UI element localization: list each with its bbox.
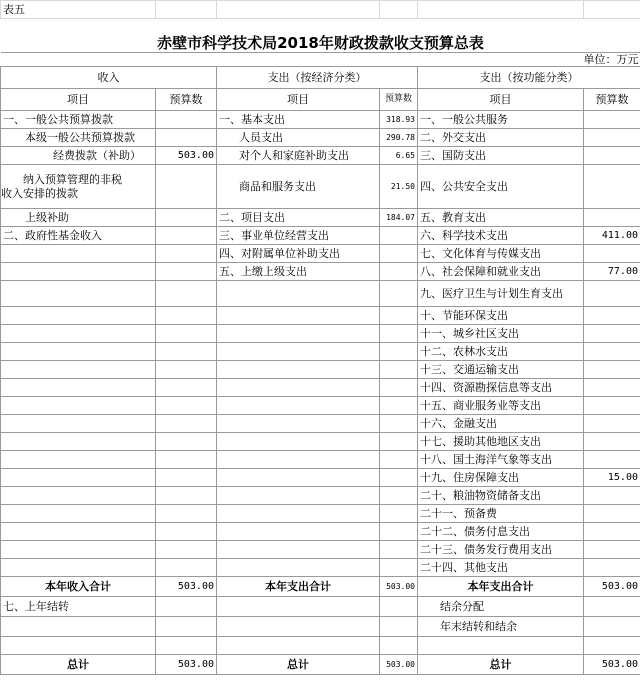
income-item: [1, 487, 156, 505]
econ-value: [380, 559, 418, 577]
empty-cell: [380, 637, 418, 655]
income-item: [1, 361, 156, 379]
table-row: [1, 469, 640, 487]
func-item: 十五、商业服务业等支出: [418, 397, 584, 415]
econ-item: 商品和服务支出: [217, 165, 380, 209]
func-value: [584, 397, 640, 415]
func-value: [584, 209, 640, 227]
func-item: 二十一、预备费: [418, 505, 584, 523]
income-value: [156, 415, 217, 433]
econ-value: [380, 307, 418, 325]
table-row: [1, 361, 640, 379]
grand-income-value: 503.00: [156, 655, 217, 675]
econ-value: [380, 617, 418, 637]
income-value: [156, 263, 217, 281]
table-row: [1, 617, 640, 637]
func-value: [584, 433, 640, 451]
table-row: [1, 111, 640, 129]
income-header: 收入: [1, 67, 217, 89]
income-item: [1, 451, 156, 469]
econ-item: [217, 559, 380, 577]
table-row: [1, 307, 640, 325]
income-value: [156, 617, 217, 637]
table-row: [1, 209, 640, 227]
income-value: [156, 129, 217, 147]
income-item: 一、一般公共预算拨款: [1, 111, 156, 129]
grand-econ-label: 总计: [217, 655, 380, 675]
table-row: [1, 129, 640, 147]
col-budget-econ: 预算数: [380, 89, 418, 111]
income-item: [1, 415, 156, 433]
func-value: 15.00: [584, 469, 640, 487]
econ-item: [217, 487, 380, 505]
income-item: [1, 245, 156, 263]
year-income-total-value: 503.00: [156, 577, 217, 597]
income-item: [1, 307, 156, 325]
income-item: [1, 541, 156, 559]
page-title: 赤壁市科学技术局2018年财政拨款收支预算总表: [1, 19, 640, 53]
func-value: [584, 307, 640, 325]
year-func-total-value: 503.00: [584, 577, 640, 597]
grand-total-row: [1, 655, 640, 675]
func-value: [584, 343, 640, 361]
income-item: [1, 469, 156, 487]
empty-cell: [217, 637, 380, 655]
table-row: [1, 505, 640, 523]
func-value: [584, 487, 640, 505]
econ-value: 318.93: [380, 111, 418, 129]
income-item: [1, 263, 156, 281]
econ-item: [217, 505, 380, 523]
table-row: [1, 451, 640, 469]
table-row: [1, 281, 640, 307]
income-item: [1, 523, 156, 541]
func-value: [584, 415, 640, 433]
econ-item: 一、基本支出: [217, 111, 380, 129]
table-row: [1, 541, 640, 559]
func-item: 结余分配: [418, 597, 584, 617]
func-value: [584, 111, 640, 129]
econ-value: [380, 281, 418, 307]
income-item: 纳入预算管理的非税 收入安排的拨款: [1, 165, 156, 209]
income-value: [156, 597, 217, 617]
econ-value: [380, 505, 418, 523]
func-item: 十六、金融支出: [418, 415, 584, 433]
func-item: 十八、国土海洋气象等支出: [418, 451, 584, 469]
func-item: 四、公共安全支出: [418, 165, 584, 209]
econ-value: [380, 263, 418, 281]
income-value: [156, 451, 217, 469]
econ-item: [217, 451, 380, 469]
func-value: [584, 597, 640, 617]
func-item: 十三、交通运输支出: [418, 361, 584, 379]
table-row: [1, 343, 640, 361]
func-item: 十、节能环保支出: [418, 307, 584, 325]
func-value: [584, 129, 640, 147]
econ-item: 二、项目支出: [217, 209, 380, 227]
table-row: [1, 165, 640, 209]
income-value: [156, 361, 217, 379]
econ-value: 6.65: [380, 147, 418, 165]
table-row: [1, 433, 640, 451]
table-row: [1, 397, 640, 415]
econ-item: 人员支出: [217, 129, 380, 147]
econ-value: 21.50: [380, 165, 418, 209]
income-item: [1, 343, 156, 361]
income-item: 经费拨款（补助）: [1, 147, 156, 165]
income-item: [1, 433, 156, 451]
table-row: [1, 227, 640, 245]
income-value: [156, 379, 217, 397]
econ-item: [217, 597, 380, 617]
econ-item: [217, 617, 380, 637]
econ-value: [380, 541, 418, 559]
func-item: 年末结转和结余: [418, 617, 584, 637]
income-value: [156, 559, 217, 577]
econ-item: [217, 541, 380, 559]
econ-value: [380, 325, 418, 343]
income-value: [156, 397, 217, 415]
income-item: 上级补助: [1, 209, 156, 227]
income-value: [156, 281, 217, 307]
table-row: [1, 415, 640, 433]
income-value: [156, 307, 217, 325]
func-item: 十四、资源勘探信息等支出: [418, 379, 584, 397]
func-value: 411.00: [584, 227, 640, 245]
func-value: [584, 165, 640, 209]
income-item: [1, 281, 156, 307]
func-item: 十九、住房保障支出: [418, 469, 584, 487]
econ-item: [217, 397, 380, 415]
econ-value: [380, 487, 418, 505]
col-item-func: 项目: [418, 89, 584, 111]
econ-value: [380, 361, 418, 379]
econ-value: [380, 523, 418, 541]
income-item: [1, 325, 156, 343]
table-row: [1, 245, 640, 263]
table-row: [1, 263, 640, 281]
col-budget-income: 预算数: [156, 89, 217, 111]
income-value: [156, 111, 217, 129]
econ-item: 四、对附属单位补助支出: [217, 245, 380, 263]
income-value: [156, 325, 217, 343]
income-value: [156, 505, 217, 523]
econ-item: [217, 523, 380, 541]
year-income-total-label: 本年收入合计: [1, 577, 156, 597]
table-row: [1, 637, 640, 655]
func-item: 五、教育支出: [418, 209, 584, 227]
empty-cell: [418, 637, 584, 655]
func-value: [584, 523, 640, 541]
econ-value: [380, 415, 418, 433]
table-row: [1, 379, 640, 397]
econ-value: [380, 469, 418, 487]
income-value: [156, 433, 217, 451]
grand-func-value: 503.00: [584, 655, 640, 675]
unit-label: 单位：万元: [1, 53, 640, 67]
func-item: 八、社会保障和就业支出: [418, 263, 584, 281]
func-value: [584, 147, 640, 165]
econ-item: [217, 379, 380, 397]
table-row: [1, 523, 640, 541]
econ-item: [217, 469, 380, 487]
func-value: [584, 379, 640, 397]
income-item: [1, 379, 156, 397]
table-row: [1, 325, 640, 343]
func-value: 77.00: [584, 263, 640, 281]
income-value: [156, 245, 217, 263]
table-row: [1, 597, 640, 617]
year-econ-total-label: 本年支出合计: [217, 577, 380, 597]
func-value: [584, 559, 640, 577]
table-row: [1, 147, 640, 165]
empty-cell: [156, 637, 217, 655]
func-item: 二十四、其他支出: [418, 559, 584, 577]
func-item: 十七、援助其他地区支出: [418, 433, 584, 451]
year-func-total-label: 本年支出合计: [418, 577, 584, 597]
func-item: 二十、粮油物资储备支出: [418, 487, 584, 505]
income-value: [156, 487, 217, 505]
func-item: 十一、城乡社区支出: [418, 325, 584, 343]
econ-value: [380, 451, 418, 469]
table-row: [1, 559, 640, 577]
income-value: 503.00: [156, 147, 217, 165]
func-item: 七、文化体育与传媒支出: [418, 245, 584, 263]
sheet-label: 表五: [1, 1, 156, 19]
econ-value: [380, 379, 418, 397]
income-value: [156, 165, 217, 209]
econ-value: [380, 597, 418, 617]
col-budget-func: 预算数: [584, 89, 640, 111]
econ-item: 五、上缴上级支出: [217, 263, 380, 281]
econ-value: [380, 433, 418, 451]
func-item: 六、科学技术支出: [418, 227, 584, 245]
func-item: 三、国防支出: [418, 147, 584, 165]
func-value: [584, 325, 640, 343]
income-value: [156, 343, 217, 361]
func-value: [584, 541, 640, 559]
income-item: 七、上年结转: [1, 597, 156, 617]
econ-value: 290.78: [380, 129, 418, 147]
func-item: 二十三、债务发行费用支出: [418, 541, 584, 559]
func-value: [584, 361, 640, 379]
income-item: [1, 617, 156, 637]
income-item: [1, 397, 156, 415]
expense-func-header: 支出（按功能分类）: [418, 67, 640, 89]
col-item-econ: 项目: [217, 89, 380, 111]
func-value: [584, 281, 640, 307]
income-item: 二、政府性基金收入: [1, 227, 156, 245]
grand-econ-value: 503.00: [380, 655, 418, 675]
econ-item: [217, 361, 380, 379]
income-item: 本级一般公共预算拨款: [1, 129, 156, 147]
expense-econ-header: 支出（按经济分类）: [217, 67, 418, 89]
econ-item: [217, 343, 380, 361]
econ-item: [217, 433, 380, 451]
econ-item: 对个人和家庭补助支出: [217, 147, 380, 165]
income-value: [156, 469, 217, 487]
func-item: 二、外交支出: [418, 129, 584, 147]
income-item: [1, 505, 156, 523]
empty-cell: [1, 637, 156, 655]
econ-value: [380, 227, 418, 245]
econ-value: [380, 397, 418, 415]
econ-item: [217, 325, 380, 343]
func-item: 九、医疗卫生与计划生育支出: [418, 281, 584, 307]
func-item: 二十二、债务付息支出: [418, 523, 584, 541]
econ-item: [217, 415, 380, 433]
empty-cell: [584, 637, 640, 655]
func-value: [584, 505, 640, 523]
func-value: [584, 245, 640, 263]
econ-item: [217, 307, 380, 325]
year-total-row: [1, 577, 640, 597]
func-value: [584, 617, 640, 637]
econ-item: 三、事业单位经营支出: [217, 227, 380, 245]
func-value: [584, 451, 640, 469]
grand-income-label: 总计: [1, 655, 156, 675]
econ-item: [217, 281, 380, 307]
year-econ-total-value: 503.00: [380, 577, 418, 597]
income-value: [156, 523, 217, 541]
col-item-income: 项目: [1, 89, 156, 111]
income-value: [156, 227, 217, 245]
func-item: 一、一般公共服务: [418, 111, 584, 129]
econ-value: [380, 343, 418, 361]
econ-value: 184.07: [380, 209, 418, 227]
grand-func-label: 总计: [418, 655, 584, 675]
func-item: 十二、农林水支出: [418, 343, 584, 361]
income-item: [1, 559, 156, 577]
table-row: [1, 487, 640, 505]
income-value: [156, 541, 217, 559]
econ-value: [380, 245, 418, 263]
income-value: [156, 209, 217, 227]
